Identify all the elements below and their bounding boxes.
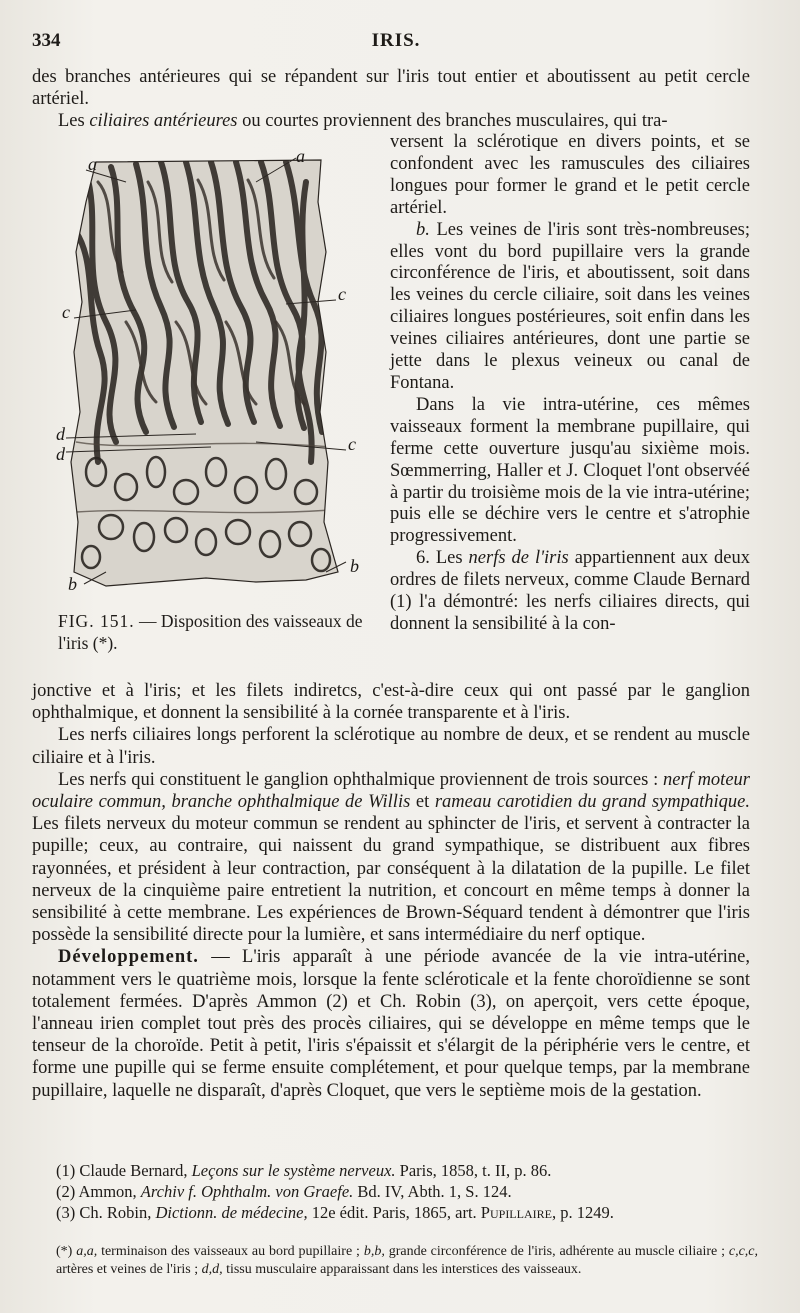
intro-start: Les (58, 111, 85, 131)
footnote-3-start: (3) Ch. Robin, (56, 1203, 152, 1222)
label-b-left: b (68, 574, 77, 594)
label-a-top-left: a (88, 154, 97, 174)
body-p3-start: Les nerfs qui constituent le ganglion ophthalmique proviennent de trois sources : (58, 769, 659, 790)
caption-text: — Disposition des vaisseaux de l'iris (*). (58, 611, 363, 653)
body-p3-rest: Les filets nerveux du moteur commun se rendent au sphincter de l'iris, et servent à contracter la pupille; ceux, au contraire, qui naissent du grand sympathique, se distribuent aux fibres rayonnées, et président à leur contraction, par conséquent à la dilatation de la pupille. Le filet nerveux de la cinquième paire entretient la nutrition, et concourt en même temps à donner la sensibilité à cette membrane. Les expériences de Brown-Séquard tendent à démontrer que l'iris possède la sensibilité directe pour la lumière, et sans intermédiaire du nerf optique. (32, 814, 750, 946)
side-p4-start: 6. Les (416, 548, 463, 569)
legend-text-1: terminaison des vaisseaux au bord pupillaire ; (101, 1244, 360, 1259)
footnote-2-start: (2) Ammon, (56, 1182, 137, 1201)
side-column-text (390, 132, 750, 636)
footnote-3-end: p. 1249. (560, 1203, 614, 1222)
footnote-2 (56, 1181, 750, 1202)
label-d-lower: d (56, 444, 65, 464)
label-c-lower: c (348, 434, 356, 454)
intro-continuation: des branches antérieures qui se répandent sur l'iris tout entier et aboutissent au petit cercle artériel. (32, 67, 750, 109)
side-paragraph-1: versent la sclérotique en divers points, et se confondent avec les ramuscules des ciliaires longues pour former le grand et le petit cercle artériel. (390, 132, 750, 218)
body-paragraph-2: Les nerfs ciliaires longs perforent la sclérotique au nombre de deux, et se rendent au muscle ciliaire et à l'iris. (32, 725, 750, 768)
footnote-3 (56, 1202, 750, 1223)
legend-key-bb: b,b, (363, 1244, 385, 1259)
caption-figure-number: FIG. 151. (58, 611, 135, 631)
side-p4-rest: appartiennent aux deux ordres de filets nerveux, comme Claude Bernard (1) l'a démontré: les nerfs ciliaires directs, qui donnent la sensibilité à la con- (390, 548, 751, 634)
legend-key-ccc: c,c,c, (728, 1244, 759, 1259)
figure-legend-note (56, 1243, 758, 1279)
legend-text-4: tissu musculaire apparaissant dans les interstices des vaisseaux. (226, 1262, 582, 1277)
footnote-2-rest: Bd. IV, Abth. 1, S. 124. (357, 1182, 512, 1201)
label-c-left: c (62, 302, 70, 322)
figure-caption (58, 610, 388, 654)
legend-text-3: artères et veines de l'iris ; (56, 1262, 199, 1277)
main-body-text (32, 680, 750, 1102)
body-p3-and: et (415, 792, 430, 813)
body-paragraph-1: jonctive et à l'iris; et les filets indiretcs, c'est-à-dire ceux qui ont passé par le ganglion ophthalmique, et donnent la sensibilité à la cornée transparente et à l'iris. (32, 681, 750, 724)
side-paragraph-3: Dans la vie intra-utérine, ces mêmes vaisseaux forment la membrane pupillaire, qui ferme cette ouverture jusqu'au sixième mois. Sœmmerring, Haller et J. Cloquet l'ont observéé à partir du troisième mois de la vie intra-utérine; puis elle se déchire vers le centre et s'atrophie progressivement. (390, 394, 750, 547)
side-p4-italic: nerfs de l'iris (468, 548, 569, 569)
footnote-1-title: Leçons sur le système nerveux. (191, 1161, 396, 1180)
label-d-upper: d (56, 424, 65, 444)
legend-key-aa: a,a, (76, 1244, 98, 1259)
label-a-top-right: a (296, 146, 305, 166)
footnote-2-title: Archiv f. Ophthalm. von Graefe. (140, 1182, 354, 1201)
footnote-1-rest: Paris, 1858, t. II, p. 86. (399, 1161, 552, 1180)
legend-mark: (*) (56, 1244, 73, 1259)
intro-paragraph (32, 110, 750, 132)
side-p2-text: Les veines de l'iris sont très-nombreuses; elles vont du bord pupillaire vers la grande circonférence de l'iris, et aboutissent, soit dans les veines du cercle ciliaire, soit dans les veines ciliaires longues postérieures, soit enfin dans les veines ciliaires antérieures, dont une partie se jette dans le plexus veineux ou canal de Fontana. (390, 219, 750, 393)
footnote-1-start: (1) Claude Bernard, (56, 1161, 188, 1180)
body-paragraph-3 (32, 769, 750, 947)
body-p3-italic-1: nerf moteur oculaire commun, branche ophthalmique de Willis (32, 769, 750, 813)
body-paragraph-4 (32, 946, 750, 1101)
side-paragraph-4 (390, 548, 750, 636)
side-paragraph-2 (390, 220, 750, 395)
intro-italic: ciliaires antérieures (89, 111, 238, 131)
footnote-1 (56, 1160, 750, 1181)
section-heading-developpement: Développement. (58, 947, 199, 968)
footnote-3-article: Pupillaire, (480, 1203, 557, 1222)
footnote-3-title: Dictionn. de médecine, (155, 1203, 308, 1222)
label-b-right: b (350, 556, 359, 576)
intro-text (32, 66, 750, 132)
legend-text-2: grande circonférence de l'iris, adhérente au muscle ciliaire ; (388, 1244, 725, 1259)
label-c-right: c (338, 284, 346, 304)
footnote-3-rest: 12e édit. Paris, 1865, art. (311, 1203, 477, 1222)
body-p4-text: — L'iris apparaît à une période avancée de la vie intra-utérine, notamment vers le quatrième mois, lorsque la fente scléroticale et la fente choroïdienne se sont totalement fermées. D'après Ammon (2) et Ch. Robin (3), on aperçoit, vers cette époque, l'anneau irien complet tout près des procès ciliaires, qui se développe en même temps que le tenseur de la choroïde. Petit à petit, l'iris s'épaissit et s'élargit de la périphérie vers le centre, et forme une pupille qui se ferme ensuite complétement, et pour quelque temps, par la membrane pupillaire, laquelle ne disparaît, d'après Cloquet, que vers le septième mois de la gestation. (32, 947, 751, 1101)
legend-key-dd: d,d, (201, 1262, 223, 1277)
figure-vessels (56, 142, 386, 602)
figure-legend-text (56, 1243, 758, 1279)
body-p3-italic-2: rameau carotidien du grand sympathique. (434, 792, 750, 813)
page-header (32, 30, 760, 54)
intro-rest: ou courtes proviennent des branches musculaires, qui tra- (242, 111, 668, 131)
running-head: IRIS. (371, 30, 421, 51)
page-number: 334 (32, 30, 61, 51)
footnotes (56, 1160, 750, 1223)
side-p2-lead: b. (416, 219, 430, 240)
figure-illustration (56, 142, 386, 602)
figure-151 (56, 142, 386, 602)
